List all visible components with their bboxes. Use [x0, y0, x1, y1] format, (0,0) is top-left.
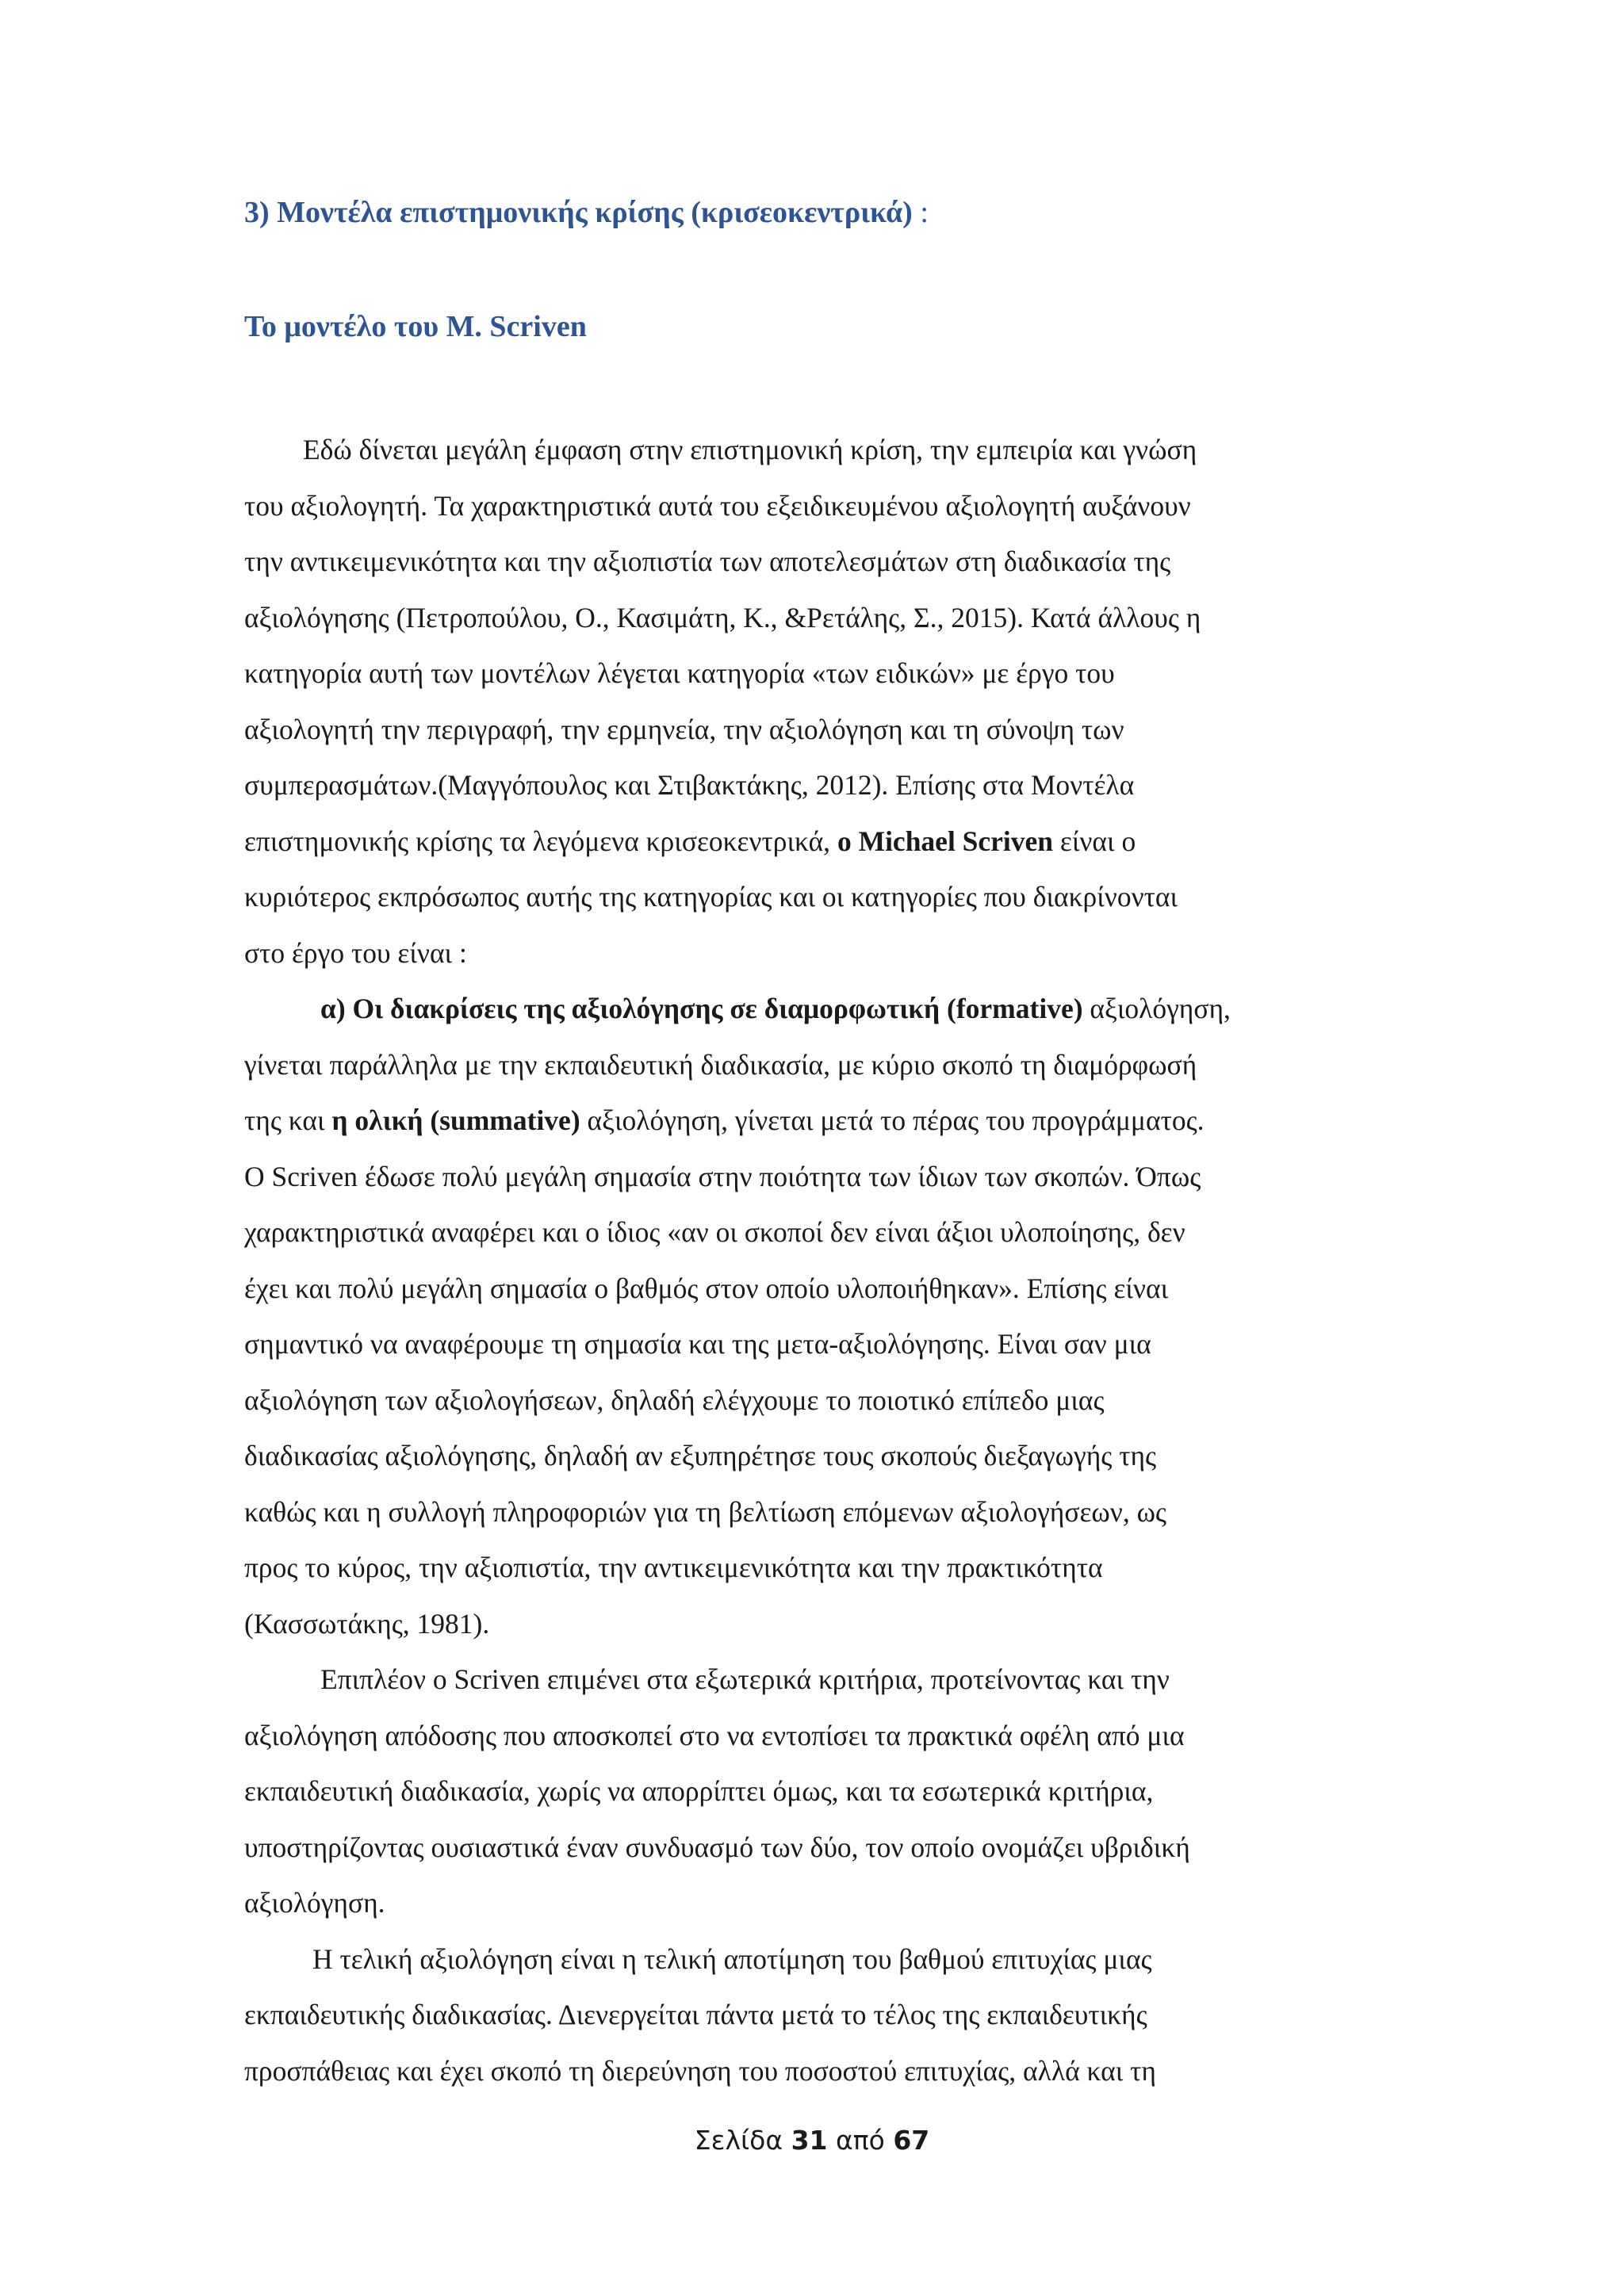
text-span: κατηγορία αυτή των μοντέλων λέγεται κατηγορία «των ειδικών» με έργο του [244, 657, 1115, 689]
text-span: προσπάθειας και έχει σκοπό τη διερεύνηση του ποσοστού επιτυχίας, αλλά και τη [244, 2054, 1156, 2087]
text-line [244, 757, 1386, 813]
text-span: καθώς και η συλλογή πληροφοριών για τη βελτίωση επόμενων αξιολογήσεων, ως [244, 1495, 1166, 1528]
text-line [244, 645, 1386, 702]
text-line [244, 1372, 1386, 1429]
text-span: είναι ο [1053, 825, 1136, 857]
text-span: γίνεται παράλληλα με την εκπαιδευτική διαδικασία, με κύριο σκοπό τη διαμόρφωσή [244, 1048, 1197, 1081]
text-line [244, 422, 1386, 478]
text-span: έχει και πολύ μεγάλη σημασία ο βαθμός στον οποίο υλοποιήθηκαν». Επίσης είναι [244, 1272, 1169, 1304]
page-footer [0, 2125, 1624, 2156]
text-line [244, 1037, 1386, 1093]
text-line [244, 869, 1386, 925]
text-span: εκπαιδευτική διαδικασία, χωρίς να απορρίπτει όμως, και τα εσωτερικά κριτήρια, [244, 1775, 1154, 1807]
text-span: της και [244, 1104, 332, 1136]
text-span: στο έργο του είναι : [244, 936, 467, 969]
text-line [244, 1428, 1386, 1484]
text-span: χαρακτηριστικά αναφέρει και ο ίδιος «αν οι σκοποί δεν είναι άξιοι υλοποίησης, δεν [244, 1216, 1185, 1248]
text-span: Επιπλέον ο Scriven επιμένει στα εξωτερικά κριτήρια, προτείνοντας και την [320, 1663, 1170, 1695]
text-line [244, 702, 1386, 758]
text-line [244, 1875, 1386, 1931]
text-line [244, 1708, 1386, 1764]
text-span: αξιολόγησης (Πετροπούλου, Ο., Κασιμάτη, Κ., &Ρετάλης, Σ., 2015). Κατά άλλους η [244, 601, 1201, 633]
bold-text: η ολική (summative) [331, 1104, 580, 1136]
text-line [244, 1149, 1386, 1205]
subsection-heading: Το μοντέλο του M. Scriven [244, 310, 587, 343]
text-span: επιστημονικής κρίσης τα λεγόμενα κρισεοκεντρικά, [244, 825, 837, 857]
text-line [244, 590, 1386, 646]
text-span: Η τελική αξιολόγηση είναι η τελική αποτίμηση του βαθμού επιτυχίας μιας [312, 1942, 1152, 1975]
section-heading-colon: : [912, 196, 929, 229]
bold-text: ο Michael Scriven [837, 825, 1054, 857]
text-line [244, 813, 1386, 870]
text-line [244, 1484, 1386, 1540]
bold-text: α) Οι διακρίσεις της αξιολόγησης σε διαμορφωτική (formative) [320, 993, 1083, 1024]
text-line [244, 925, 1386, 982]
text-span: του αξιολογητή. Τα χαρακτηριστικά αυτά του εξειδικευμένου αξιολογητή αυξάνουν [244, 489, 1191, 522]
text-line [244, 478, 1386, 534]
text-line [244, 1316, 1386, 1372]
text-line [244, 1204, 1386, 1261]
text-line [244, 1261, 1386, 1317]
text-span: αξιολόγηση, [1082, 993, 1231, 1024]
text-span: αξιολόγηση, γίνεται μετά το πέρας του προγράμματος. [580, 1104, 1205, 1136]
footer-page-total: 67 [893, 2125, 930, 2156]
text-line [244, 2043, 1386, 2099]
text-span: αξιολογητή την περιγραφή, την ερμηνεία, την αξιολόγηση και τη σύνοψη των [244, 713, 1124, 745]
text-line [244, 1093, 1386, 1149]
text-line [244, 1987, 1386, 2043]
text-line [244, 1931, 1386, 1988]
section-heading-text: 3) Μοντέλα επιστημονικής κρίσης (κρισεοκεντρικά) [244, 196, 913, 229]
text-line [244, 534, 1386, 590]
body-text [244, 422, 1386, 2099]
text-line [244, 1540, 1386, 1596]
text-span: Ο Scriven έδωσε πολύ μεγάλη σημασία στην ποιότητα των ίδιων των σκοπών. Όπως [244, 1160, 1201, 1192]
text-span: εκπαιδευτικής διαδικασίας. Διενεργείται πάντα μετά το τέλος της εκπαιδευτικής [244, 1999, 1147, 2030]
text-span: συμπερασμάτων.(Μαγγόπουλος και Στιβακτάκης, 2012). Επίσης στα Μοντέλα [244, 769, 1135, 801]
text-span: Εδώ δίνεται μεγάλη έμφαση στην επιστημονική κρίση, την εμπειρία και γνώση [303, 434, 1197, 465]
text-span: κυριότερος εκπρόσωπος αυτής της κατηγορίας και οι κατηγορίες που διακρίνονται [244, 881, 1178, 913]
footer-prefix: Σελίδα [694, 2125, 791, 2156]
section-heading [244, 195, 929, 230]
text-span: αξιολόγηση απόδοσης που αποσκοπεί στο να εντοπίσει τα πρακτικά οφέλη από μια [244, 1719, 1185, 1751]
text-span: προς το κύρος, την αξιοπιστία, την αντικειμενικότητα και την πρακτικότητα [244, 1552, 1103, 1583]
text-span: υποστηρίζοντας ουσιαστικά έναν συνδυασμό των δύο, τον οποίο ονομάζει υβριδική [244, 1831, 1190, 1863]
text-line [244, 1651, 1386, 1708]
footer-page-number: 31 [791, 2125, 828, 2156]
text-span: αξιολόγηση. [244, 1887, 385, 1919]
text-line [244, 1763, 1386, 1820]
text-span: (Κασσωτάκης, 1981). [244, 1607, 490, 1640]
text-span: αξιολόγηση των αξιολογήσεων, δηλαδή ελέγχουμε το ποιοτικό επίπεδο μιας [244, 1383, 1105, 1416]
text-span: σημαντικό να αναφέρουμε τη σημασία και της μετα-αξιολόγησης. Είναι σαν μια [244, 1328, 1151, 1360]
text-span: διαδικασίας αξιολόγησης, δηλαδή αν εξυπηρέτησε τους σκοπούς διεξαγωγής της [244, 1440, 1157, 1471]
text-line [244, 1596, 1386, 1652]
footer-middle: από [827, 2125, 894, 2156]
text-line [244, 1820, 1386, 1876]
text-line [244, 981, 1386, 1037]
text-span: την αντικειμενικότητα και την αξιοπιστία των αποτελεσμάτων στη διαδικασία της [244, 545, 1171, 577]
